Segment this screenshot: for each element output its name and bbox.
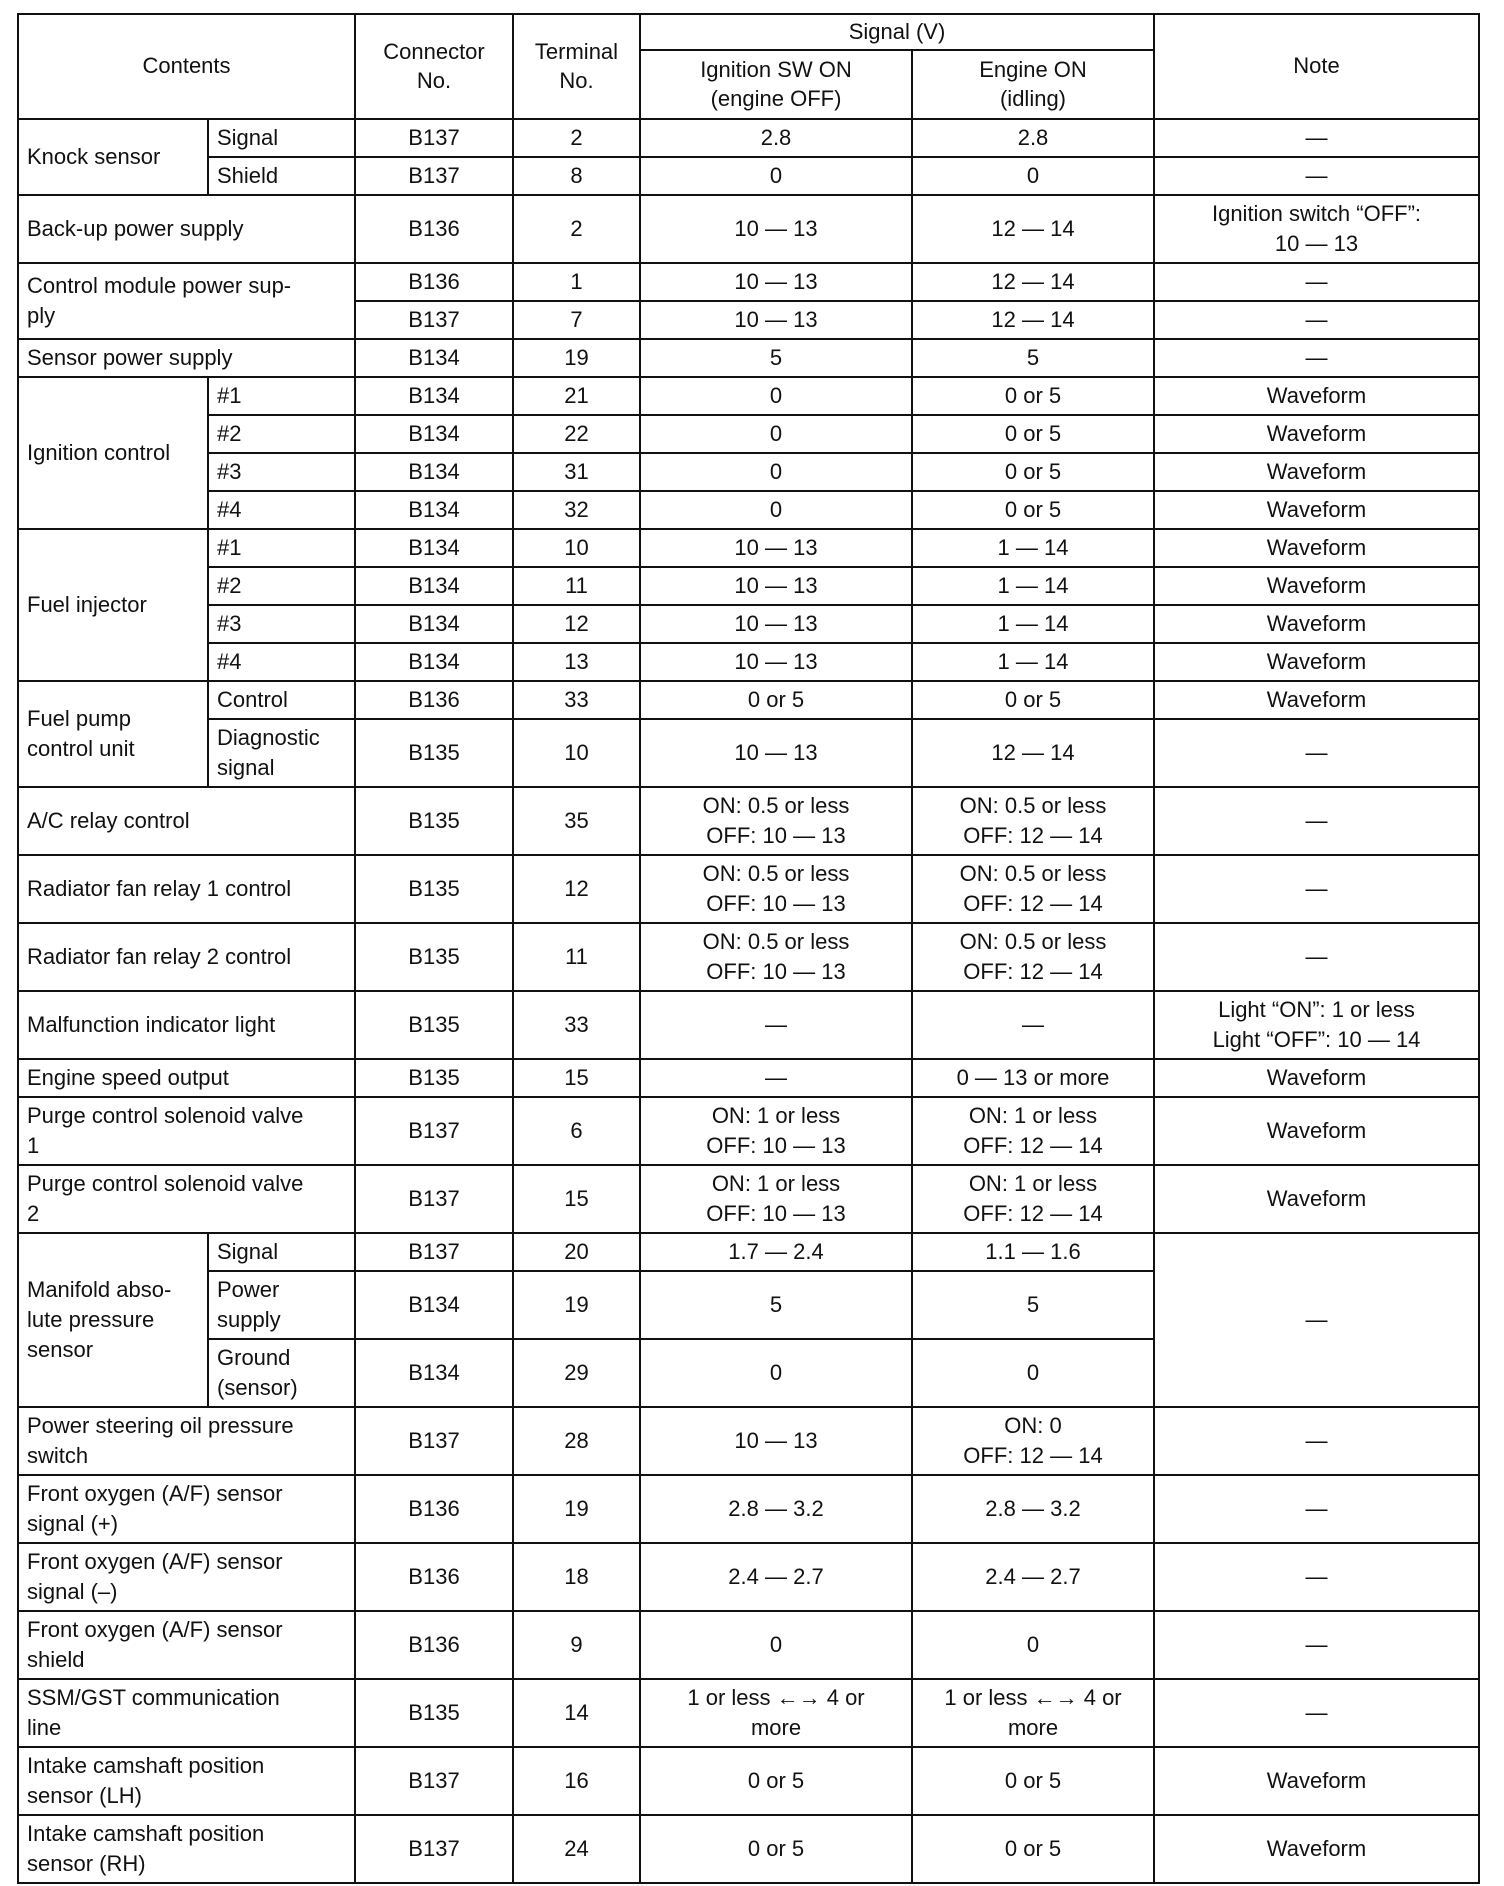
connector-no-cell: B135 [355,855,513,923]
connector-no-cell: B134 [355,643,513,681]
ignition-on-value: 1.7 — 2.4 [640,1233,912,1271]
connector-no-cell: B137 [355,301,513,339]
row-label: Intake camshaft position sensor (RH) [18,1815,355,1883]
terminal-no-cell: 10 [513,529,640,567]
row-label: A/C relay control [18,787,355,855]
ignition-on-value: 0 [640,491,912,529]
row-group-label: Fuel injector [18,529,208,681]
terminal-no-cell: 15 [513,1165,640,1233]
note-cell: Waveform [1154,529,1479,567]
header-note: Note [1154,14,1479,119]
connector-no-cell: B134 [355,1271,513,1339]
connector-no-cell: B137 [355,1165,513,1233]
row-group-label: Knock sensor [18,119,208,195]
row-sub-label: Control [208,681,355,719]
table-row [18,415,1479,453]
note-cell: — [1154,339,1479,377]
note-cell: — [1154,301,1479,339]
note-cell: — [1154,119,1479,157]
note-cell: Waveform [1154,1097,1479,1165]
ignition-on-value: 10 — 13 [640,719,912,787]
connector-no-cell: B136 [355,1611,513,1679]
table-row [18,991,1479,1059]
connector-no-cell: B136 [355,681,513,719]
row-label: SSM/GST communication line [18,1679,355,1747]
note-cell: — [1154,719,1479,787]
connector-no-cell: B136 [355,1543,513,1611]
row-sub-label: Diagnostic signal [208,719,355,787]
engine-on-value: 0 — 13 or more [912,1059,1154,1097]
table-row [18,529,1479,567]
note-cell: — [1154,1543,1479,1611]
row-label: Front oxygen (A/F) sensor signal (–) [18,1543,355,1611]
terminal-no-cell: 35 [513,787,640,855]
note-cell: Light “ON”: 1 or less Light “OFF”: 10 — 14 [1154,991,1479,1059]
ignition-on-value: 5 [640,1271,912,1339]
ignition-on-value: 2.8 [640,119,912,157]
terminal-no-cell: 12 [513,605,640,643]
ignition-on-value: 10 — 13 [640,605,912,643]
engine-on-value: 1 — 14 [912,605,1154,643]
engine-on-value: 5 [912,1271,1154,1339]
connector-no-cell: B137 [355,1815,513,1883]
table-row [18,1747,1479,1815]
ignition-on-value: 2.4 — 2.7 [640,1543,912,1611]
engine-on-value: ON: 0 OFF: 12 — 14 [912,1407,1154,1475]
note-cell: Waveform [1154,681,1479,719]
connector-no-cell: B137 [355,157,513,195]
row-label: Power steering oil pressure switch [18,1407,355,1475]
table-row [18,195,1479,263]
note-cell: — [1154,787,1479,855]
engine-on-value: 0 or 5 [912,1747,1154,1815]
header-contents: Contents [18,14,355,119]
engine-on-value: 2.4 — 2.7 [912,1543,1154,1611]
ignition-on-value: 5 [640,339,912,377]
row-sub-label: #3 [208,453,355,491]
ignition-on-value: 0 [640,1339,912,1407]
table-row [18,1097,1479,1165]
terminal-no-cell: 11 [513,923,640,991]
terminal-no-cell: 22 [513,415,640,453]
ignition-on-value: 0 [640,453,912,491]
engine-on-value: 5 [912,339,1154,377]
engine-on-value: 12 — 14 [912,719,1154,787]
row-group-label: Fuel pump control unit [18,681,208,787]
terminal-no-cell: 20 [513,1233,640,1271]
engine-on-value: 12 — 14 [912,195,1154,263]
ignition-on-value: 10 — 13 [640,643,912,681]
terminal-no-cell: 19 [513,339,640,377]
terminal-no-cell: 33 [513,991,640,1059]
engine-on-value: 1 — 14 [912,529,1154,567]
terminal-no-cell: 18 [513,1543,640,1611]
note-cell: Ignition switch “OFF”: 10 — 13 [1154,195,1479,263]
table-row [18,1407,1479,1475]
ignition-on-value: 0 [640,1611,912,1679]
note-cell: Waveform [1154,453,1479,491]
row-sub-label: #2 [208,567,355,605]
terminal-no-cell: 19 [513,1271,640,1339]
row-sub-label: #2 [208,415,355,453]
engine-on-value: 0 or 5 [912,453,1154,491]
note-cell: Waveform [1154,1747,1479,1815]
connector-no-cell: B137 [355,1407,513,1475]
note-cell: — [1154,1611,1479,1679]
note-cell: Waveform [1154,377,1479,415]
note-cell: — [1154,263,1479,301]
ignition-on-value: — [640,1059,912,1097]
engine-on-value: 12 — 14 [912,263,1154,301]
note-cell: Waveform [1154,1059,1479,1097]
table-row [18,1475,1479,1543]
ignition-on-value: 10 — 13 [640,1407,912,1475]
engine-on-value: ON: 1 or less OFF: 12 — 14 [912,1165,1154,1233]
ignition-on-value: 0 or 5 [640,681,912,719]
engine-on-value: 0 [912,1611,1154,1679]
engine-on-value: 12 — 14 [912,301,1154,339]
connector-no-cell: B134 [355,377,513,415]
terminal-no-cell: 28 [513,1407,640,1475]
header-engine-on: Engine ON (idling) [912,50,1154,119]
ignition-on-value: ON: 0.5 or less OFF: 10 — 13 [640,855,912,923]
ignition-on-value: 2.8 — 3.2 [640,1475,912,1543]
note-cell: — [1154,1475,1479,1543]
header-signal: Signal (V) [640,14,1154,50]
terminal-no-cell: 33 [513,681,640,719]
connector-no-cell: B137 [355,1097,513,1165]
connector-no-cell: B135 [355,1059,513,1097]
terminal-no-cell: 15 [513,1059,640,1097]
engine-on-value: ON: 0.5 or less OFF: 12 — 14 [912,855,1154,923]
note-cell: Waveform [1154,605,1479,643]
connector-no-cell: B134 [355,339,513,377]
note-cell: Waveform [1154,567,1479,605]
table-row [18,719,1479,787]
terminal-no-cell: 12 [513,855,640,923]
header-connector-no: Connector No. [355,14,513,119]
row-label: Engine speed output [18,1059,355,1097]
ignition-on-value: ON: 1 or less OFF: 10 — 13 [640,1097,912,1165]
connector-no-cell: B137 [355,1233,513,1271]
row-sub-label: Power supply [208,1271,355,1339]
engine-on-value: 2.8 [912,119,1154,157]
engine-on-value: 0 [912,157,1154,195]
header-terminal-no: Terminal No. [513,14,640,119]
terminal-no-cell: 13 [513,643,640,681]
connector-no-cell: B134 [355,491,513,529]
table-row [18,263,1479,301]
ignition-on-value: 10 — 13 [640,529,912,567]
row-sub-label: #4 [208,491,355,529]
terminal-no-cell: 14 [513,1679,640,1747]
engine-on-value: ON: 1 or less OFF: 12 — 14 [912,1097,1154,1165]
row-label: Purge control solenoid valve 2 [18,1165,355,1233]
ignition-on-value: ON: 0.5 or less OFF: 10 — 13 [640,787,912,855]
connector-no-cell: B134 [355,453,513,491]
ignition-on-value: 0 or 5 [640,1815,912,1883]
terminal-no-cell: 32 [513,491,640,529]
engine-on-value: 0 or 5 [912,491,1154,529]
engine-on-value: 2.8 — 3.2 [912,1475,1154,1543]
row-sub-label: #1 [208,377,355,415]
header-ignition-sw-on: Ignition SW ON (engine OFF) [640,50,912,119]
signal-spec-table [17,13,1480,1884]
connector-no-cell: B134 [355,529,513,567]
note-cell: — [1154,1233,1479,1407]
row-sub-label: #1 [208,529,355,567]
terminal-no-cell: 21 [513,377,640,415]
ignition-on-value: — [640,991,912,1059]
note-cell: Waveform [1154,1815,1479,1883]
engine-on-value: 0 or 5 [912,1815,1154,1883]
engine-on-value: ON: 0.5 or less OFF: 12 — 14 [912,787,1154,855]
table-row [18,787,1479,855]
note-cell: — [1154,855,1479,923]
terminal-no-cell: 1 [513,263,640,301]
ignition-on-value: 0 [640,157,912,195]
row-sub-label: #4 [208,643,355,681]
note-cell: — [1154,1679,1479,1747]
row-group-label: Manifold abso- lute pressure sensor [18,1233,208,1407]
engine-on-value: 1 — 14 [912,567,1154,605]
note-cell: Waveform [1154,491,1479,529]
engine-on-value: 0 or 5 [912,415,1154,453]
table-row [18,1165,1479,1233]
engine-on-value: 1 — 14 [912,643,1154,681]
terminal-no-cell: 2 [513,195,640,263]
row-group-label: Ignition control [18,377,208,529]
table-row [18,1815,1479,1883]
table-row [18,855,1479,923]
note-cell: Waveform [1154,1165,1479,1233]
terminal-no-cell: 8 [513,157,640,195]
connector-no-cell: B134 [355,605,513,643]
engine-on-value: 1.1 — 1.6 [912,1233,1154,1271]
table-row [18,1611,1479,1679]
connector-no-cell: B135 [355,719,513,787]
row-label: Malfunction indicator light [18,991,355,1059]
table-row [18,681,1479,719]
terminal-no-cell: 29 [513,1339,640,1407]
connector-no-cell: B136 [355,263,513,301]
engine-on-value: 0 or 5 [912,681,1154,719]
engine-on-value: 0 or 5 [912,377,1154,415]
terminal-no-cell: 9 [513,1611,640,1679]
row-sub-label: #3 [208,605,355,643]
connector-no-cell: B136 [355,1475,513,1543]
note-cell: — [1154,923,1479,991]
note-cell: — [1154,157,1479,195]
engine-on-value: 1 or less ←→ 4 or more [912,1679,1154,1747]
connector-no-cell: B137 [355,1747,513,1815]
terminal-no-cell: 11 [513,567,640,605]
connector-no-cell: B134 [355,415,513,453]
ignition-on-value: 10 — 13 [640,301,912,339]
ignition-on-value: 10 — 13 [640,567,912,605]
table-row [18,1233,1479,1271]
ignition-on-value: ON: 1 or less OFF: 10 — 13 [640,1165,912,1233]
row-label: Purge control solenoid valve 1 [18,1097,355,1165]
connector-no-cell: B135 [355,923,513,991]
row-label: Front oxygen (A/F) sensor signal (+) [18,1475,355,1543]
table-body [18,119,1479,1883]
connector-no-cell: B135 [355,787,513,855]
table-row [18,643,1479,681]
terminal-no-cell: 7 [513,301,640,339]
ignition-on-value: 0 [640,377,912,415]
connector-no-cell: B135 [355,1679,513,1747]
connector-no-cell: B134 [355,567,513,605]
table-row [18,1679,1479,1747]
table-row [18,453,1479,491]
connector-no-cell: B136 [355,195,513,263]
ignition-on-value: 10 — 13 [640,195,912,263]
terminal-no-cell: 24 [513,1815,640,1883]
row-label: Control module power sup- ply [18,263,355,339]
row-sub-label: Ground (sensor) [208,1339,355,1407]
terminal-no-cell: 10 [513,719,640,787]
row-sub-label: Signal [208,1233,355,1271]
table-row [18,377,1479,415]
connector-no-cell: B134 [355,1339,513,1407]
terminal-no-cell: 2 [513,119,640,157]
engine-on-value: — [912,991,1154,1059]
table-row [18,923,1479,991]
connector-no-cell: B135 [355,991,513,1059]
table-row [18,1543,1479,1611]
row-label: Radiator fan relay 2 control [18,923,355,991]
engine-on-value: 0 [912,1339,1154,1407]
table-row [18,339,1479,377]
row-label: Radiator fan relay 1 control [18,855,355,923]
table-row [18,567,1479,605]
table-row [18,605,1479,643]
row-sub-label: Shield [208,157,355,195]
table-row [18,491,1479,529]
note-cell: Waveform [1154,643,1479,681]
ignition-on-value: ON: 0.5 or less OFF: 10 — 13 [640,923,912,991]
table-row [18,157,1479,195]
ignition-on-value: 1 or less ←→ 4 or more [640,1679,912,1747]
terminal-no-cell: 16 [513,1747,640,1815]
terminal-no-cell: 31 [513,453,640,491]
row-label: Back-up power supply [18,195,355,263]
ignition-on-value: 0 [640,415,912,453]
row-label: Intake camshaft position sensor (LH) [18,1747,355,1815]
connector-no-cell: B137 [355,119,513,157]
row-sub-label: Signal [208,119,355,157]
note-cell: — [1154,1407,1479,1475]
ignition-on-value: 10 — 13 [640,263,912,301]
note-cell: Waveform [1154,415,1479,453]
table-row [18,119,1479,157]
row-label: Front oxygen (A/F) sensor shield [18,1611,355,1679]
ignition-on-value: 0 or 5 [640,1747,912,1815]
table-row [18,1059,1479,1097]
terminal-no-cell: 6 [513,1097,640,1165]
terminal-no-cell: 19 [513,1475,640,1543]
engine-on-value: ON: 0.5 or less OFF: 12 — 14 [912,923,1154,991]
row-label: Sensor power supply [18,339,355,377]
